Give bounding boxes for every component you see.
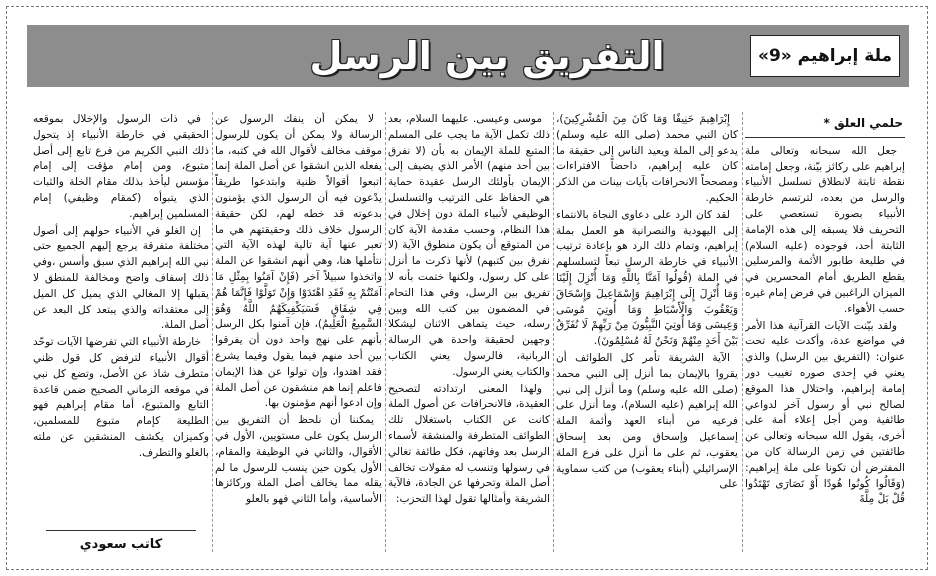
text-column-3 (388, 112, 550, 562)
paragraph: إن الغلو في الأنبياء حولهم إلى أصول مختلفة متفرقة يرجع إليهم الجميع حتى نبي الله إبراهيم الذي سبق وأسس ،وفي ذلك إسفاف واضح ومخالفة للمنطق لا يقبلها إلا المغالي الذي يميل كل الميل إلى معتقداته والذي يبتعد كل البعد عن أصل الملة. (33, 224, 209, 332)
text-column-2 (556, 112, 738, 562)
paragraph: ولهذا المعنى ارتدادته لتصحيح العقيدة، فالانحرافات عن أصول الملة كانت عن الكتاب باستغلال تلك الطوائف المتطرفة والمنشقة لأسماء الرسل بعد وفاتهم، فكل طائفة تغالي في رسولها وتنسب له مقولات تخالف أصل الملة وتحرفها عن الجادة، فالآية الشريفة وأمثالها تقول لهذا التحزب: (388, 382, 550, 506)
text-column-5 (33, 112, 209, 524)
paragraph: لقد كان الرد على دعاوى النجاة بالانتماء إلى اليهودية والنصرانية هو العمل بملة إبراهيم، وتمام ذلك الرد هو بإعادة ترتيب الأنبياء في خارطة الرسل تبعاً لتسلسلهم في الملة (قُولُوا آمَنَّا بِاللَّهِ وَمَا أُنْزِلَ إِلَيْنَا وَمَا أُنْزِلَ إِلَى إِبْرَاهِيمَ وَإِسْمَاعِيلَ وَإِسْحَاقَ وَيَعْقُوبَ وَالْأَسْبَاطِ وَمَا أُوتِيَ مُوسَى وَعِيسَى وَمَا أُوتِيَ النَّبِيُّونَ مِنْ رَبِّهِمْ لَا نُفَرِّقُ بَيْنَ أَحَدٍ مِنْهُمْ وَنَحْنُ لَهُ مُسْلِمُونَ). (556, 208, 738, 348)
paragraph: خارطة الأنبياء التي تفرضها الآيات توحّد أقوال الأنبياء لترفض كل قول ظني متطرف شاذ عن الأصل، وتضع كل نبي في موقعه الزماني الصحيح ضمن قاعدة التابع والمتبوع، أما مقام إبراهيم فهو الطليعة كإمام متبوع للمسلمين، وكميزان يكشف المنشقين عن ملته بالغلو والتطرف. (33, 336, 209, 459)
column-series-tag: ملة إبراهيم «9» (750, 35, 900, 77)
column-divider (212, 112, 213, 552)
paragraph: لا يمكن أن ينفك الرسول عن الرسالة ولا يمكن أن يكون للرسول موقف مخالف لأقوال الله في كتبه، ما يفعله الذين انشقوا عن أصل الملة إنما اتبعوا أقوالاً ظنية وابتدعوا طريقاً يدْعون فيه أن الرسول الذي يؤمنون بدعوته قد خطه لهم، لكن حقيقة الرسول خلاف ذلك وحقيقتهم هي ما تعبر عنها آية تالية لهذه الآية التي نتأملها هنا، وهي أنهم انشقوا عن الملة واتخذوا سبيلاً آخر (فَإِنْ آمَنُوا بِمِثْلِ مَا آمَنْتُمْ بِهِ فَقَدِ اهْتَدَوْا وَإِنْ تَوَلَّوْا فَإِنَّمَا هُمْ فِي شِقَاقٍ فَسَيَكْفِيكَهُمُ اللَّهُ وَهُوَ السَّمِيعُ الْعَلِيمُ)، فإن آمنوا بكل الرسل بأنهم على نهج واحد دون أن يفرقوا بين أحد منهم فيما يقول وفيما يشرع فقد اهتدوا، وإن تولوا عن هذا الإيمان فاعلم إنما هم منشقون عن أصل الملة وإن ادعوا أنهم مؤمنون بها. (215, 113, 382, 410)
article-title: التفريق بين الرسل (309, 34, 665, 78)
paragraph: يمكننا أن نلحظ أن التفريق بين الرسل يكون على مستويين، الأول في الأقوال، والثاني في الوظيفة والمقام، الأول يكون حين ينسب للرسول ما لم يقله مما يخالف أصل الملة وركائزها الأساسية، وأما الثاني فهو بالعلو (215, 414, 382, 506)
paragraph: الآية الشريفة تأمر كل الطوائف أن يقروا بالإيمان بما أنزل إلى النبي محمد (صلى الله عليه وسلم) وما أنزل إلى نبي الله إبراهيم (عليه السلام)، وما أنزل على فرعيه من أبناء العهد وأئمة الملة إسماعيل وإسحاق ومن بعد إسحاق يعقوب، ثم على ما أنزل على فرع الملة الإسرائيلي (أبناء يعقوب) من كتب سماوية على (556, 351, 738, 491)
paragraph: في ذات الرسول والإخلال بموقعه الحقيقي في خارطة الأنبياء إذ يتحول ذلك النبي الكريم من فرع تابع إلى أصل متبوع، ومن إمام مؤقت إلى إمام مؤسس ليأخذ بذلك مقام الخلة والثبات الذي يتبوأه (كمقام وظيفي) إمام المسلمين إبراهيم. (33, 113, 209, 220)
author-name: حلمي العلق * (745, 112, 905, 138)
paragraph: موسى وعيسى. عليهما السلام، بعد ذلك تكمل الآية ما يجب على المسلم المتبع للملة الإيمان به بأن (لا نفرق بين أحد منهم) الأمر الذي يضيف إلى الإيمان بأولئك الرسل عقيدة حماية هي الحفاظ على الترتيب والتسلسل الوظيفي لأنبياء الملة دون إخلال في هذا النظام، وحسب مقدمة الآية كان من المتوقع أن يكون منطوق الآية (لا نفرق بين كتبهم) لأنها ذكرت ما أنزل على كل رسول، ولكنها ختمت بأنه لا تفريق بين الرسل، وفي هذا التحام في المضمون بين كتب الله وبين رسله، حيث يتماهى الاثنان ليشكلا وجهين لحقيقة واحدة هي الرسالة الربانية، فالرسول يعني الكتاب والكتاب يعني الرسول. (388, 113, 550, 378)
column-divider (742, 112, 743, 552)
text-column-1 (745, 112, 905, 562)
paragraph: إِبْرَاهِيمَ حَنِيفًا وَمَا كَانَ مِنَ الْمُشْرِكِينَ)، كان النبي محمد (صلى الله عليه وسلم) يدعو إلى الملة ويعيد الناس إلى حقيقة ما كان عليه إبراهيم، داحضاً الافتراءات ومصححاً الانحرافات بآيات بينات من الذكر الحكيم. (556, 113, 738, 204)
paragraph: ولقد بيّنت الآيات القرآنية هذا الأمر في مواضع عدة، وأكدت عليه تحت عنوان: (التفريق بين الرسل) والذي يعني في إحدى صوره تغييب دور إمامة إبراهيم، واحتلال هذا الموقع لصالح نبي أو رسول آخر لدواعي طائفية ومن أجل إعلاء أمة على أخرى، يقول الله سبحانه وتعالى عن طائفتين في زمن الرسالة كان من المفترض أن تكونا على ملة إبراهيم: (وَقَالُوا كُونُوا هُودًا أَوْ نَصَارَى تَهْتَدُوا قُلْ بَلْ مِلَّةَ (745, 319, 905, 506)
text-column-4 (215, 112, 382, 562)
column-divider (385, 112, 386, 552)
column-divider (553, 112, 554, 552)
article-banner (27, 25, 909, 87)
paragraph: جعل الله سبحانه وتعالى ملة إبراهيم على ركائز بيّنة، وجعل إمامته نقطة ثابتة لانطلاق تسلسل الأنبياء والرسل من بعده، لترتسم خارطة الأنبياء بصورة تستعصي على التحريف فلا يسبقه إلى هذه الإمامة الثابتة أحد، فوجوده (عليه السلام) في طليعة طابور الأئمة والمرسلين يقطع الطريق أمام المحسرين في الميزان الراغبين في فرض إمام غيره حسب الأهواء. (745, 144, 905, 315)
author-signature: كاتب سعودي (46, 530, 196, 557)
